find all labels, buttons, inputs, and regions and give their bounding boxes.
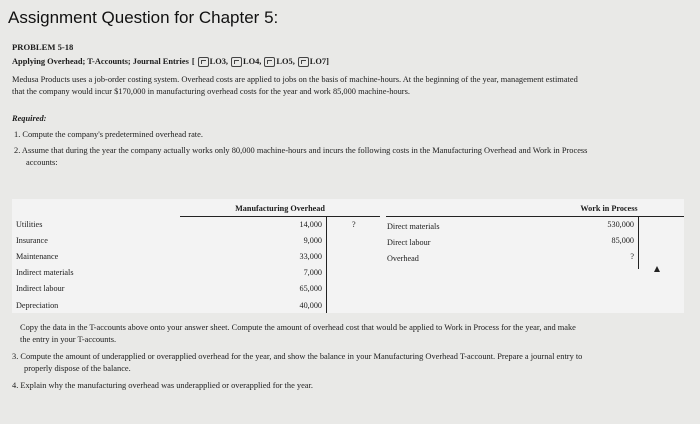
lo-label: LO3, xyxy=(209,57,229,66)
t-accounts-panel xyxy=(12,199,684,313)
required-label: Required: xyxy=(12,114,47,123)
lo-label: LO4, xyxy=(243,57,262,66)
mfg-overhead-divider xyxy=(326,216,327,313)
page-heading: Assignment Question for Chapter 5: xyxy=(8,8,279,27)
mo-amount-maintenance: 33,000 xyxy=(299,252,322,261)
objectives-close: ] xyxy=(326,57,329,66)
learning-objective-link-lo7[interactable] xyxy=(298,56,326,68)
mo-amount-indirect-materials: 7,000 xyxy=(303,268,322,277)
wip-amount-direct-labour: 85,000 xyxy=(611,236,634,245)
problem-intro xyxy=(12,74,692,98)
mouse-cursor-icon xyxy=(654,266,660,272)
mfg-overhead-title: Manufacturing Overhead xyxy=(235,204,325,213)
wip-amount-overhead: ? xyxy=(630,252,634,261)
objectives-open: [ xyxy=(191,57,195,66)
mo-amount-indirect-labour: 65,000 xyxy=(299,284,322,293)
external-link-icon xyxy=(198,57,209,67)
mo-amount-utilities: 14,000 xyxy=(299,220,322,229)
mo-label-maintenance: Maintenance xyxy=(16,252,59,261)
wip-divider xyxy=(638,216,639,269)
external-link-icon xyxy=(264,57,275,67)
mo-label-insurance: Insurance xyxy=(16,236,48,245)
wip-title: Work in Process xyxy=(580,204,638,213)
mo-credit-unknown: ? xyxy=(352,220,356,229)
wip-amount-direct-materials: 530,000 xyxy=(607,220,634,229)
wip-label-direct-materials: Direct materials xyxy=(387,222,440,231)
lo-label: LO7 xyxy=(309,57,327,66)
mo-label-depreciation: Depreciation xyxy=(16,301,59,310)
question-3-line-2: properly dispose of the balance. xyxy=(24,364,131,373)
intro-line-1: Medusa Products uses a job-order costing system. Overhead costs are applied to jobs on the basis of machine-hours. At the beginning of the year, management estimated xyxy=(12,75,578,84)
learning-objective-link-lo4[interactable] xyxy=(231,56,261,68)
mo-amount-insurance: 9,000 xyxy=(303,236,322,245)
q2-after-line-2: the entry in your T-accounts. xyxy=(20,335,117,344)
mo-label-indirect-materials: Indirect materials xyxy=(16,268,74,277)
external-link-icon xyxy=(231,57,242,67)
mo-label-indirect-labour: Indirect labour xyxy=(16,284,65,293)
mo-amount-depreciation: 40,000 xyxy=(299,301,322,310)
question-2 xyxy=(14,145,694,169)
intro-line-2: that the company would incur $170,000 in manufacturing overhead costs for the year and work 85,000 machine-hours. xyxy=(12,87,410,96)
wip-label-direct-labour: Direct labour xyxy=(387,238,431,247)
q2-after-line-1: Copy the data in the T-accounts above onto your answer sheet. Compute the amount of overhead cost that would be applied to Work in Process for the year, and make xyxy=(20,323,576,332)
mo-label-utilities: Utilities xyxy=(16,220,43,229)
question-2-continuation xyxy=(20,322,685,346)
external-link-icon xyxy=(298,57,309,67)
wip-top-rule xyxy=(386,216,684,217)
mfg-overhead-top-rule xyxy=(180,216,380,217)
question-2-line-1: 2. Assume that during the year the company actually works only 80,000 machine-hours and incurs the following costs in the Manufacturing Overhead and Work in Process xyxy=(14,146,588,155)
lo-label: LO5, xyxy=(276,57,295,66)
problem-subtitle xyxy=(12,56,329,68)
question-3 xyxy=(12,351,692,375)
problem-number: PROBLEM 5-18 xyxy=(12,42,74,52)
learning-objective-link-lo3[interactable] xyxy=(198,56,228,68)
learning-objective-link-lo5[interactable] xyxy=(264,56,294,68)
question-2-line-2: accounts: xyxy=(26,158,58,167)
question-1: 1. Compute the company's predetermined overhead rate. xyxy=(14,130,203,139)
question-3-line-1: 3. Compute the amount of underapplied or overapplied overhead for the year, and show the balance in your Manufacturing Overhead T-account. Prepare a journal entry to xyxy=(12,352,583,361)
question-4: 4. Explain why the manufacturing overhead was underapplied or overapplied for the year. xyxy=(12,381,313,390)
subtitle-text: Applying Overhead; T-Accounts; Journal Entries xyxy=(12,57,189,66)
wip-label-overhead: Overhead xyxy=(387,254,419,263)
